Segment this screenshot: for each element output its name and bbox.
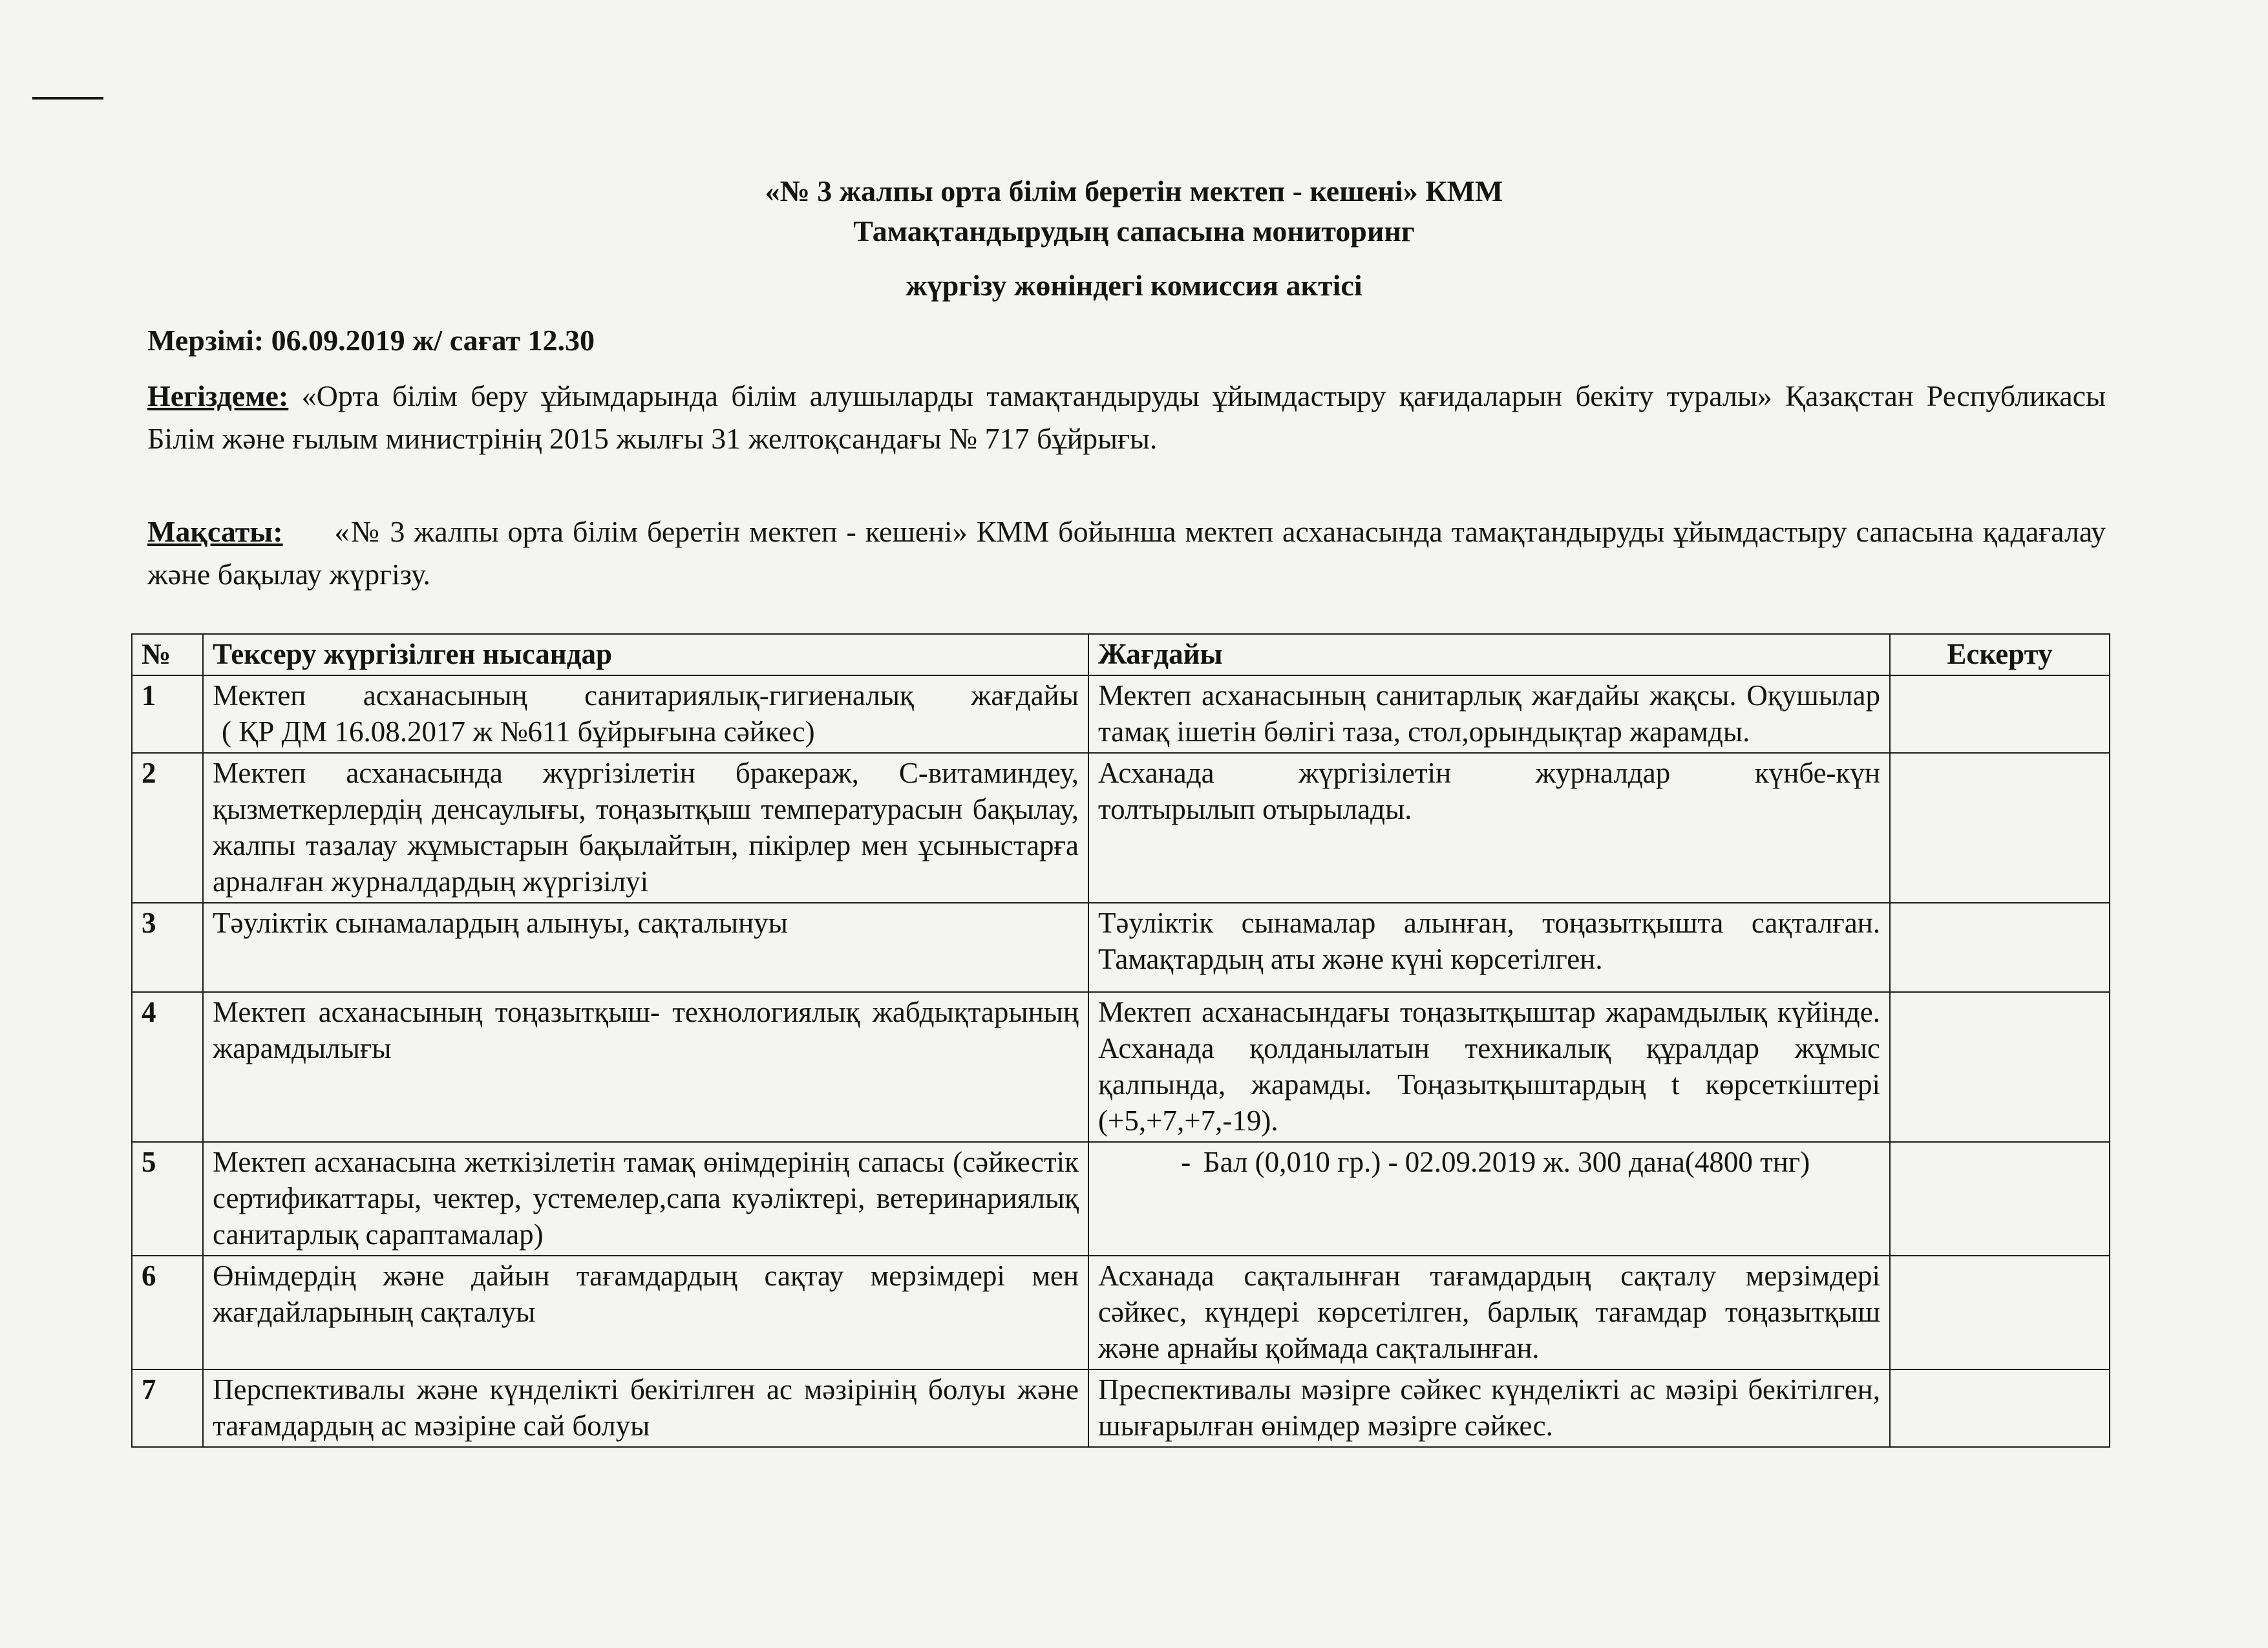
purpose-label: Мақсаты: <box>147 515 283 548</box>
row-number: 4 <box>132 992 203 1142</box>
header-status: Жағдайы <box>1088 634 1890 675</box>
row-status-bullet: - Бал (0,010 гр.) - 02.09.2019 ж. 300 дана(4800 тнг) <box>1098 1144 1880 1180</box>
row-note <box>1890 753 2110 903</box>
title-line-2: Тамақтандырудың сапасына мониторинг <box>853 215 1415 248</box>
row-status: Тәуліктік сынамалар алынған, тоңазытқышта сақталған. Тамақтардың аты және күні көрсетілген. <box>1088 903 1890 992</box>
header-note: Ескерту <box>1890 634 2110 675</box>
row-number: 7 <box>132 1369 203 1447</box>
row-item: Мектеп асханасында жүргізілетін бракераж, С-витаминдеу, қызметкерлердің денсаулығы, тоңазытқыш температурасын бақылау, жалпы тазалау жұмыстарын бақылайтын, пікірлер мен ұсыныстарға арналған журналдардың жүргізілуі <box>203 753 1088 903</box>
purpose-text: «№ 3 жалпы орта білім беретін мектеп - кешені» КММ бойынша мектеп асханасында тамақтандыруды ұйымдастыру сапасына қадағалау және бақылау жүргізу. <box>147 515 2106 591</box>
row-item-line: ( ҚР ДМ 16.08.2017 ж №611 бұйрығына сәйкес) <box>222 715 815 748</box>
table-row <box>132 903 2110 992</box>
basis-paragraph <box>147 375 2106 460</box>
basis-text: «Орта білім беру ұйымдарында білім алушыларды тамақтандыруды ұйымдастыру қағидаларын бекіту туралы» Қазақстан Республикасы Білім және ғылым министрінің 2015 жылғы 31 желтоқсандағы № 717 бұйрығы. <box>147 379 2106 455</box>
row-item <box>203 675 1088 753</box>
row-note <box>1890 675 2110 753</box>
row-number: 1 <box>132 675 203 753</box>
row-status: Мектеп асханасының санитарлық жағдайы жақсы. Оқушылар тамақ ішетін бөлігі таза, стол,орындықтар жарамды. <box>1088 675 1890 753</box>
inspection-table <box>131 633 2110 1448</box>
row-status: Мектеп асханасындағы тоңазытқыштар жарамдылық күйінде. Асханада қолданылатын техникалық құралдар жұмыс қалпында, жарамды. Тоңазытқыштардың t көрсеткіштері (+5,+7,+7,-19). <box>1088 992 1890 1142</box>
purpose-paragraph <box>147 511 2106 596</box>
table-row <box>132 1369 2110 1447</box>
row-note <box>1890 903 2110 992</box>
row-number: 6 <box>132 1256 203 1369</box>
row-number: 2 <box>132 753 203 903</box>
table-row <box>132 1142 2110 1256</box>
basis-label: Негіздеме: <box>147 379 289 412</box>
row-note <box>1890 1142 2110 1256</box>
table-row <box>132 992 2110 1142</box>
row-status: Преспективалы мәзірге сәйкес күнделікті ас мәзірі бекітілген, шығарылған өнімдер мәзірге сәйкес. <box>1088 1369 1890 1447</box>
row-status <box>1088 753 1890 903</box>
header-objects: Тексеру жүргізілген нысандар <box>203 634 1088 675</box>
title-line-1: «№ 3 жалпы орта білім беретін мектеп - кешені» КММ <box>765 174 1503 207</box>
row-status <box>1088 1142 1890 1256</box>
date-time: Мерзімі: 06.09.2019 ж/ сағат 12.30 <box>147 324 595 357</box>
row-item: Мектеп асханасының тоңазытқыш- технологиялық жабдықтарының жарамдылығы <box>203 992 1088 1142</box>
title-line-3: жүргізу жөніндегі комиссия актісі <box>906 269 1362 302</box>
row-number: 3 <box>132 903 203 992</box>
table-row <box>132 675 2110 753</box>
row-status: Асханада сақталынған тағамдардың сақталу мерзімдері сәйкес, күндері көрсетілген, барлық тағамдар тоңазытқыш және арнайы қоймада сақталынған. <box>1088 1256 1890 1369</box>
row-note <box>1890 1256 2110 1369</box>
corner-mark <box>32 97 103 100</box>
header-number: № <box>132 634 203 675</box>
row-number: 5 <box>132 1142 203 1256</box>
row-note <box>1890 992 2110 1142</box>
row-item: Перспективалы және күнделікті бекітілген ас мәзірінің болуы және тағамдардың ас мәзіріне сай болуы <box>203 1369 1088 1447</box>
row-item: Тәуліктік сынамалардың алынуы, сақталынуы <box>203 903 1088 992</box>
table-row <box>132 1256 2110 1369</box>
row-status-line: толтырылып отырылады. <box>1098 793 1412 825</box>
row-item: Өнімдердің және дайын тағамдардың сақтау мерзімдері мен жағдайларының сақталуы <box>203 1256 1088 1369</box>
row-status-line: Асханада жүргізілетін журналдар күнбе-күн <box>1098 757 1880 789</box>
row-item: Мектеп асханасына жеткізілетін тамақ өнімдерінің сапасы (сәйкестік сертификаттары, чектер, устемелер,сапа куәліктері, ветеринариялық санитарлық сараптамалар) <box>203 1142 1088 1256</box>
row-item-line: Мектеп асханасының санитариялық-гигиеналық жағдайы <box>213 679 1079 712</box>
table-header-row <box>132 634 2110 675</box>
row-note <box>1890 1369 2110 1447</box>
table-row <box>132 753 2110 903</box>
